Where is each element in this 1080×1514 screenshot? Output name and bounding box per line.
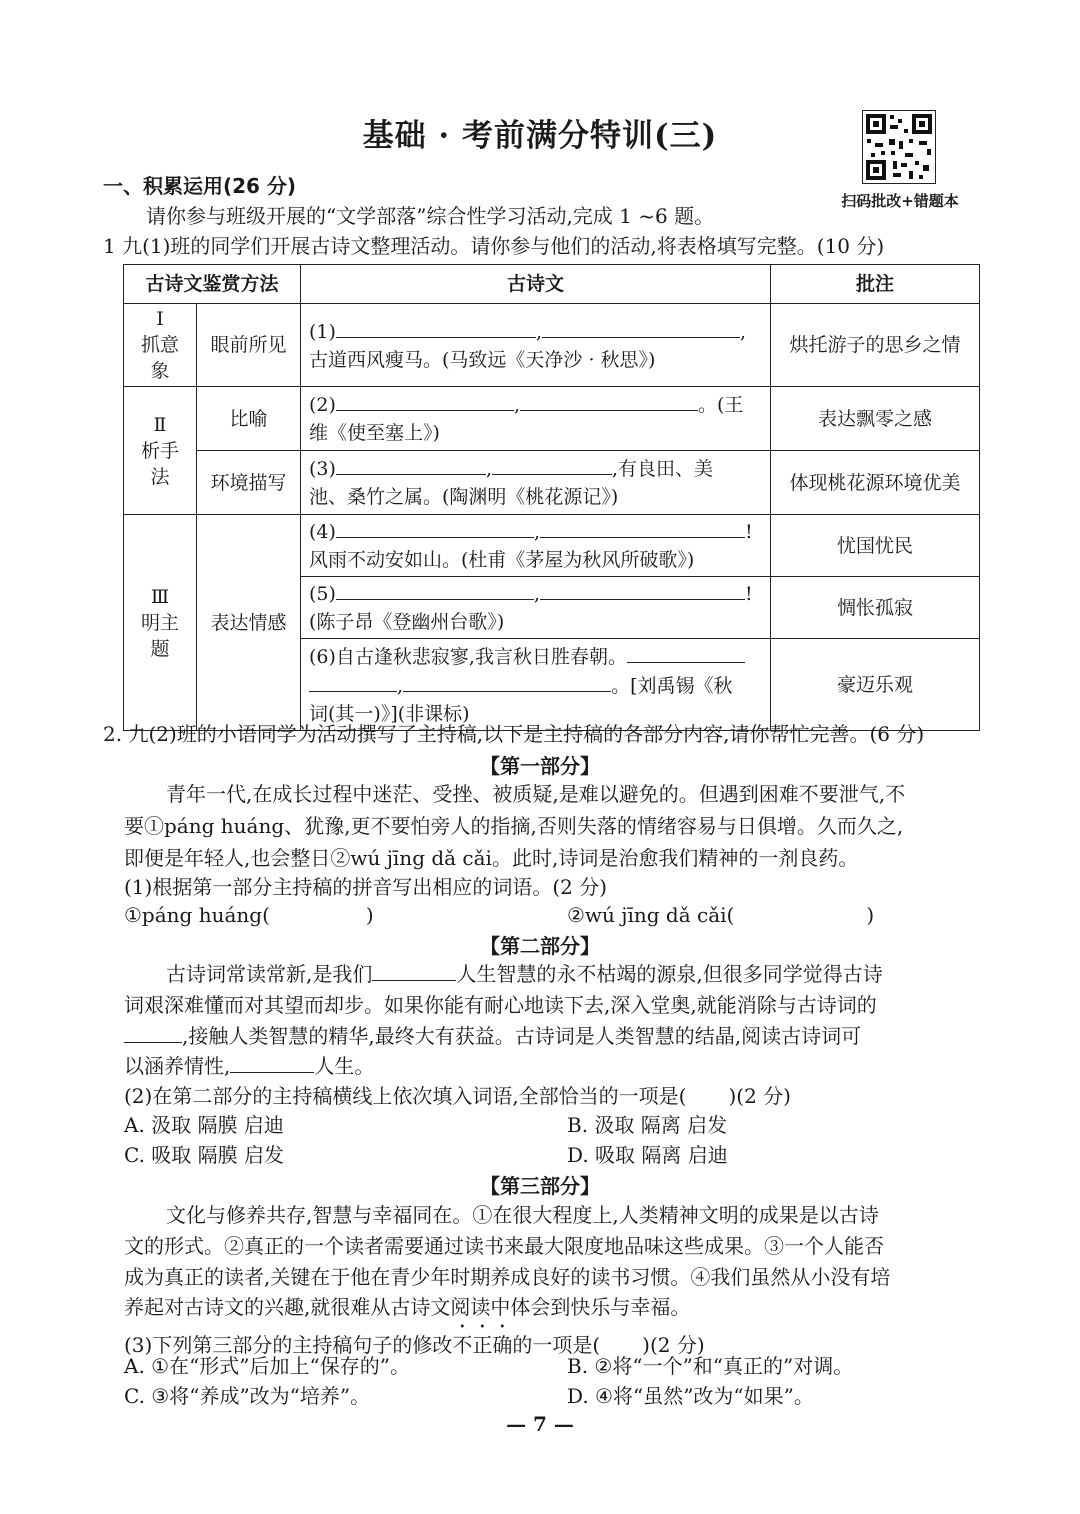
sub-question-3-stem: (3)下列第三部分的主持稿句子的修改不正确的一项是( )(2 分) bbox=[124, 1333, 705, 1357]
group-3: Ⅲ 明主题 bbox=[124, 515, 197, 731]
method-3: 环境描写 bbox=[197, 451, 301, 515]
page-number: — 7 — bbox=[506, 1412, 574, 1436]
part-3-line-4: 养起对古诗文的兴趣,就很难从古诗文阅读中体会到快乐与幸福。 bbox=[124, 1295, 691, 1319]
sub-question-2-stem: (2)在第二部分的主持稿横线上依次填入词语,全部恰当的一项是( )(2 分) bbox=[124, 1084, 791, 1108]
poem-cell-2: (2) , 。(王 维《使至塞上》) bbox=[301, 387, 771, 451]
poem-cell-1: (1) , , 古道西风瘦马。(马致远《天净沙 · 秋思》) bbox=[301, 304, 771, 387]
section-heading: 一、积累运用(26 分) bbox=[103, 174, 297, 198]
answer-blank[interactable] bbox=[336, 390, 514, 411]
option-a[interactable]: A. 汲取 隔膜 启迪 bbox=[124, 1113, 284, 1137]
note-2: 表达飘零之感 bbox=[771, 387, 980, 451]
question-2-stem: 2. 九(2)班的小语同学为活动撰写了主持稿,以下是主持稿的各部分内容,请你帮忙完善。(6 分) bbox=[103, 722, 925, 746]
poem-table bbox=[123, 264, 980, 731]
part-1-line-1: 青年一代,在成长过程中迷茫、受挫、被质疑,是难以避免的。但遇到困难不要泄气,不 bbox=[166, 782, 906, 806]
answer-blank[interactable] bbox=[372, 960, 456, 981]
method-2: 比喻 bbox=[197, 387, 301, 451]
page-title: 基础 · 考前满分特训(三) bbox=[362, 118, 718, 154]
qr-code-icon bbox=[863, 111, 935, 183]
part-2-line-4: 以涵养情性, 人生。 bbox=[124, 1054, 375, 1078]
part-3-line-2: 文的形式。②真正的一个读者需要通过读书来最大限度地品味这些成果。③一个人能否 bbox=[124, 1234, 884, 1258]
answer-blank[interactable] bbox=[627, 642, 745, 663]
part-3-heading: 【第三部分】 bbox=[480, 1174, 600, 1198]
answer-blank[interactable] bbox=[520, 390, 698, 411]
note-4: 忧国忧民 bbox=[771, 515, 980, 577]
answer-blank[interactable] bbox=[336, 517, 534, 538]
answer-blank[interactable] bbox=[230, 1052, 314, 1073]
table-header-method: 古诗文鉴赏方法 bbox=[124, 265, 301, 304]
qr-code[interactable] bbox=[862, 110, 936, 184]
option-c[interactable]: C. ③将“养成”改为“培养”。 bbox=[124, 1384, 371, 1408]
part-3-line-3: 成为真正的读者,关键在于他在青少年时期养成良好的读书习惯。④我们虽然从小没有培 bbox=[124, 1265, 891, 1289]
part-1-line-3: 即便是年轻人,也会整日②wú jīng dǎ cǎi。此时,诗词是治愈我们精神的一剂良药。 bbox=[124, 846, 859, 870]
part-3-line-1: 文化与修养共存,智慧与幸福同在。①在很大程度上,人类精神文明的成果是以古诗 bbox=[166, 1203, 879, 1227]
answer-blank[interactable] bbox=[336, 317, 536, 338]
note-3: 体现桃花源环境优美 bbox=[771, 451, 980, 515]
note-6: 豪迈乐观 bbox=[771, 639, 980, 731]
answer-blank[interactable] bbox=[336, 454, 486, 475]
table-header-poem: 古诗文 bbox=[301, 265, 771, 304]
poem-cell-5: (5) , ! (陈子昂《登幽州台歌》) bbox=[301, 577, 771, 639]
answer-blank[interactable] bbox=[492, 454, 612, 475]
note-1: 烘托游子的思乡之情 bbox=[771, 304, 980, 387]
sub-question-1-a: ①páng huáng( ) bbox=[124, 903, 374, 927]
part-2-line-3: ,接触人类智慧的精华,最终大有获益。古诗词是人类智慧的结晶,阅读古诗词可 bbox=[124, 1022, 861, 1051]
table-header-note: 批注 bbox=[771, 265, 980, 304]
group-2: Ⅱ 析手法 bbox=[124, 387, 197, 515]
option-b[interactable]: B. 汲取 隔离 启发 bbox=[567, 1113, 728, 1137]
poem-cell-3: (3) , ,有良田、美 池、桑竹之属。(陶渊明《桃花源记》) bbox=[301, 451, 771, 515]
poem-cell-4: (4) , ! 风雨不动安如山。(杜甫《茅屋为秋风所破歌》) bbox=[301, 515, 771, 577]
option-d[interactable]: D. ④将“虽然”改为“如果”。 bbox=[567, 1384, 814, 1408]
part-2-line-1: 古诗词常读常新,是我们 人生智慧的永不枯竭的源泉,但很多同学觉得古诗 bbox=[166, 962, 883, 986]
answer-blank[interactable] bbox=[124, 1022, 182, 1043]
part-1-heading: 【第一部分】 bbox=[480, 754, 600, 778]
answer-blank[interactable] bbox=[540, 579, 745, 600]
answer-blank[interactable] bbox=[309, 671, 397, 692]
part-2-line-2: 词艰深难懂而对其望而却步。如果你能有耐心地读下去,深入堂奥,就能消除与古诗词的 bbox=[124, 993, 877, 1017]
method-4: 表达情感 bbox=[197, 515, 301, 731]
note-5: 惆怅孤寂 bbox=[771, 577, 980, 639]
part-1-line-2: 要①páng huáng、犹豫,更不要怕旁人的指摘,否则失落的情绪容易与日俱增。久而久之, bbox=[124, 814, 904, 838]
section-intro: 请你参与班级开展的“文学部落”综合性学习活动,完成 1 ~6 题。 bbox=[146, 204, 715, 228]
qr-label: 扫码批改+错题本 bbox=[841, 192, 959, 210]
option-a[interactable]: A. ①在“形式”后加上“保存的”。 bbox=[124, 1354, 410, 1378]
answer-blank[interactable] bbox=[540, 517, 745, 538]
group-1: Ⅰ 抓意象 bbox=[124, 304, 197, 387]
method-1: 眼前所见 bbox=[197, 304, 301, 387]
poem-cell-6: (6)自古逢秋悲寂寥,我言秋日胜春朝。 , 。[刘禹锡《秋 词(其一)》](非课标) bbox=[301, 639, 771, 731]
answer-blank[interactable] bbox=[542, 317, 740, 338]
option-b[interactable]: B. ②将“一个”和“真正的”对调。 bbox=[567, 1354, 854, 1378]
option-c[interactable]: C. 吸取 隔膜 启发 bbox=[124, 1143, 285, 1167]
sub-question-1-stem: (1)根据第一部分主持稿的拼音写出相应的词语。(2 分) bbox=[124, 875, 608, 899]
question-1-stem: 1 九(1)班的同学们开展古诗文整理活动。请你参与他们的活动,将表格填写完整。(10 分) bbox=[103, 234, 885, 258]
part-2-heading: 【第二部分】 bbox=[480, 934, 600, 958]
option-d[interactable]: D. 吸取 隔离 启迪 bbox=[567, 1143, 728, 1167]
answer-blank[interactable] bbox=[403, 671, 611, 692]
answer-blank[interactable] bbox=[336, 579, 534, 600]
sub-question-1-b: ②wú jīng dǎ cǎi( ) bbox=[567, 903, 875, 927]
